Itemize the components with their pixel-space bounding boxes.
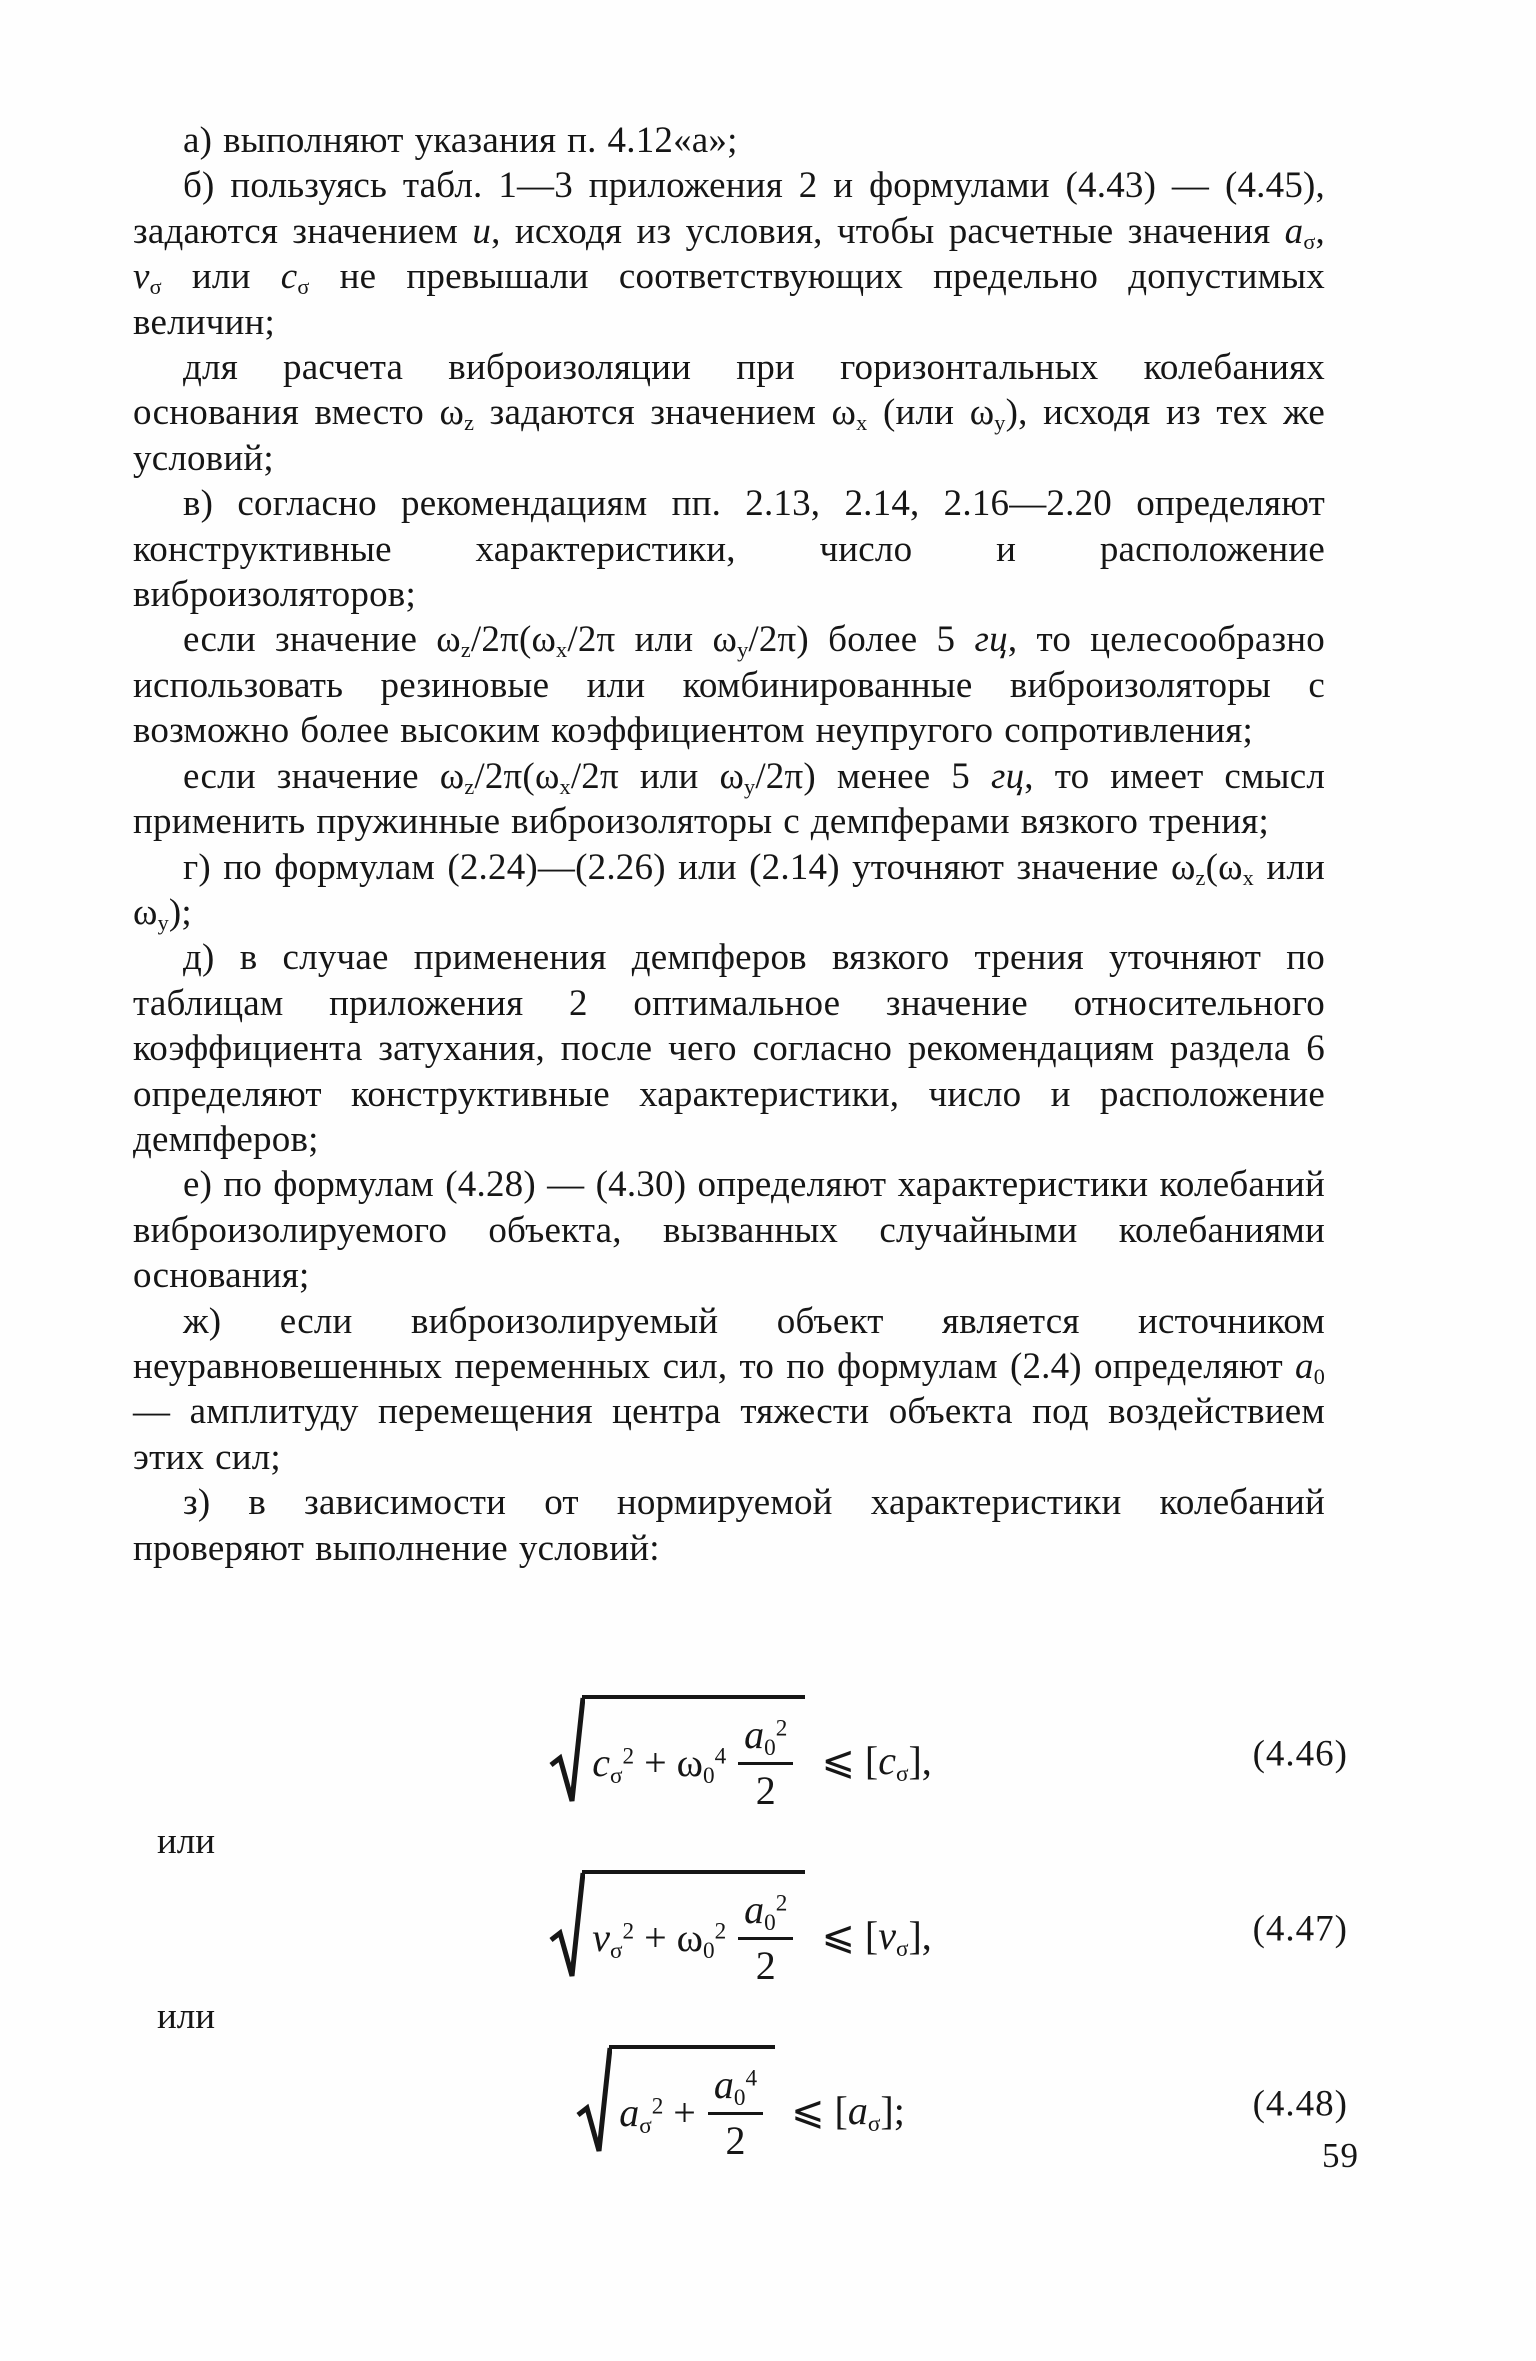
- radical-sign-icon: [549, 1695, 585, 1807]
- equation-number: (4.46): [1252, 1733, 1348, 1775]
- list-item-b: б) пользуясь табл. 1—3 приложения 2 и формулами (4.43) — (4.45), задаются значением u, исходя из условия, чтобы расчетные значения $a_\sigma$, $v_\sigma$ или $c_\sigma$ не превышали соответствующих предельно допустимых величин;: [133, 165, 1325, 343]
- equations-block: [133, 1693, 1348, 2165]
- equation-4-47: [133, 1868, 1348, 1990]
- list-item-e: е) по формулам (4.28) — (4.30) определяют характеристики колебаний виброизолируемого объекта, вызванных случайными колебаниями основания;: [133, 1164, 1325, 1297]
- equation-number: (4.47): [1252, 1908, 1348, 1950]
- radicand: [582, 1695, 805, 1813]
- list-item-v-note-1: если значение $\omega_z/2\pi(\omega_x/2\pi$ или $\omega_y/2\pi$) более 5 гц, то целесообразно использовать резиновые или комбинированные виброизоляторы с возможно более высоким коэффициентом неупругого сопротивления;: [133, 619, 1326, 752]
- equation-lhs: $v_\sigma^2 + \omega_0^2$: [592, 1915, 727, 1964]
- list-item-zh: ж) если виброизолируемый объект является источником неуравновешенных переменных сил, то по формулам (2.4) определяют $a_0$ — амплитуду перемещения центра тяжести объекта под воздействием этих сил;: [133, 1300, 1325, 1478]
- equation-rhs: ⩽ $[v_\sigma]$,: [821, 1913, 932, 1962]
- radicand: [582, 1870, 805, 1988]
- fraction-numerator: $a_0^2$: [738, 1890, 793, 1940]
- square-root-expression: [576, 2045, 775, 2163]
- fraction: [738, 1887, 793, 1988]
- radical-sign-icon: [576, 2045, 612, 2157]
- body-text: [133, 118, 1325, 1571]
- fraction: [738, 1712, 793, 1813]
- list-item-a: а) выполняют указания п. 4.12«а»;: [183, 120, 738, 161]
- list-item-v: в) согласно рекомендациям пп. 2.13, 2.14, 2.16—2.20 определяют конструктивные характеристики, число и расположение виброизоляторов;: [133, 483, 1325, 616]
- equation-rhs: ⩽ $[c_\sigma]$,: [821, 1738, 932, 1787]
- fraction-numerator: $a_0^2$: [738, 1715, 793, 1765]
- page-number: 59: [1322, 2136, 1359, 2175]
- equation-lhs: $c_\sigma^2 + \omega_0^4$: [592, 1740, 727, 1789]
- equation-4-46: [133, 1693, 1348, 1815]
- square-root-expression: [549, 1870, 805, 1988]
- radicand: [609, 2045, 775, 2163]
- list-item-d: д) в случае применения демпферов вязкого трения уточняют по таблицам приложения 2 оптимальное значение относительного коэффициента затухания, после чего согласно рекомендациям раздела 6 определяют конструктивные характеристики, число и расположение демпферов;: [133, 937, 1325, 1160]
- list-item-b-continued: для расчета виброизоляции при горизонтальных колебаниях основания вместо $\omega_z$ задаются значением $\omega_x$ (или $\omega_y$), исходя из тех же условий;: [133, 347, 1326, 479]
- equation-lhs: $a_\sigma^2$ +: [619, 2090, 696, 2139]
- radical-sign-icon: [549, 1870, 585, 1982]
- fraction-denominator: 2: [755, 1768, 776, 1813]
- fraction-numerator: $a_0^4$: [708, 2065, 763, 2115]
- list-item-v-note-2: если значение $\omega_z/2\pi(\omega_x/2\pi$ или $\omega_y/2\pi$) менее 5 гц, то имеет смысл применить пружинные виброизоляторы с демпферами вязкого трения;: [133, 755, 1326, 843]
- list-item-g: г) по формулам (2.24)—(2.26) или (2.14) уточняют значение $\omega_z(\omega_x$ или $\omega_y$);: [133, 846, 1325, 936]
- equation-4-48: [133, 2043, 1348, 2165]
- fraction-denominator: 2: [725, 2118, 746, 2163]
- list-item-z: з) в зависимости от нормируемой характеристики колебаний проверяют выполнение условий:: [133, 1482, 1325, 1569]
- equation-number: (4.48): [1252, 2083, 1348, 2125]
- or-connector: или: [157, 1821, 216, 1862]
- square-root-expression: [549, 1695, 805, 1813]
- fraction: [708, 2062, 763, 2163]
- or-connector: или: [157, 1996, 216, 2037]
- equation-rhs: ⩽ $[a_\sigma]$;: [791, 2088, 905, 2137]
- fraction-denominator: 2: [755, 1943, 776, 1988]
